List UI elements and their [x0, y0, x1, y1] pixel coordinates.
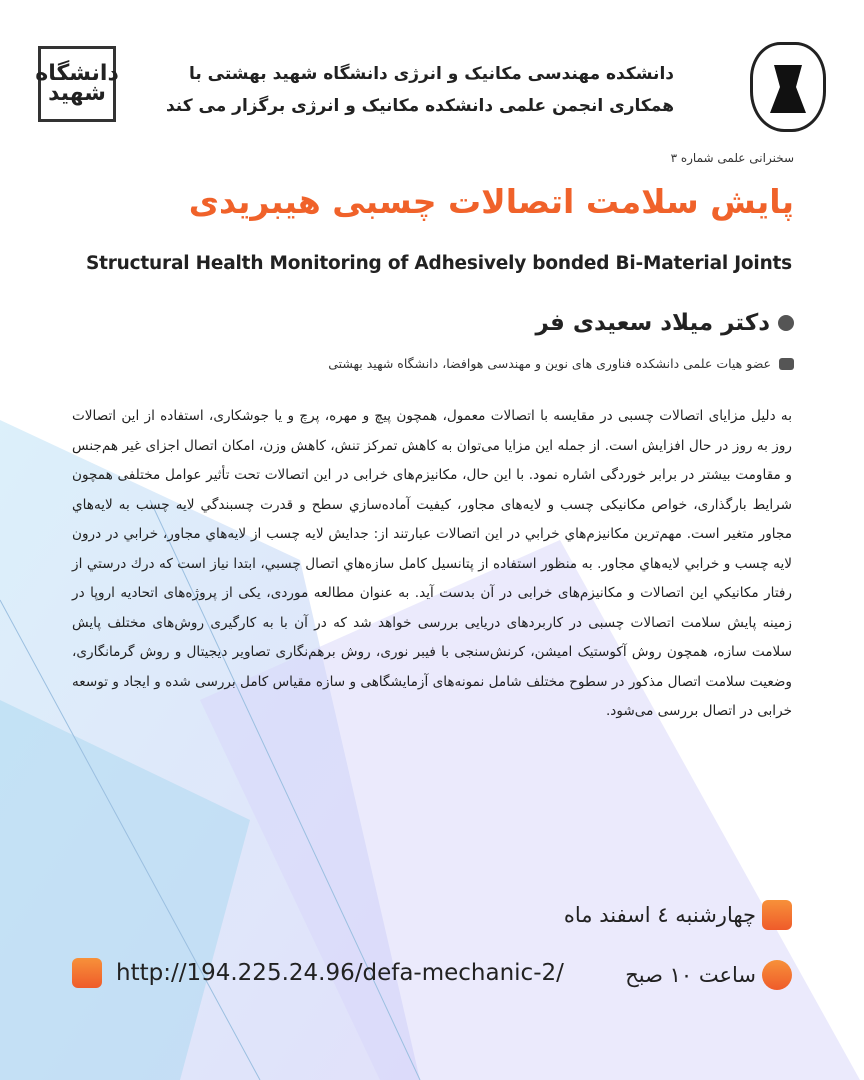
university-logo: ﺩﺍﻧﺸﮕﺎﻩ ﺷﻬﻴﺪ	[38, 46, 116, 122]
event-time	[625, 960, 792, 990]
organizer-line-1: دانشکده مهندسی مکانیک و انرژی دانشگاه شهید بهشتی با	[188, 64, 674, 84]
clock-icon	[762, 960, 792, 990]
user-icon	[778, 315, 794, 331]
organizer-text	[166, 58, 674, 122]
title-persian: پایش سلامت اتصالات چسبی هیبریدی	[188, 182, 794, 221]
affiliation-text: عضو هیات علمی دانشکده فناوری های نوین و مهندسی هوافضا، دانشگاه شهید بهشتی	[328, 356, 771, 371]
calendar-icon	[762, 900, 792, 930]
time-text: ساعت ۱۰ صبح	[625, 963, 756, 987]
series-label: سخنرانی علمی شماره ۳	[670, 151, 794, 165]
graduation-cap-icon	[779, 358, 794, 370]
speaker	[535, 310, 794, 336]
title-english: Structural Health Monitoring of Adhesively bonded Bi-Material Joints	[85, 253, 792, 274]
url-link[interactable]: http://194.225.24.96/defa-mechanic-2/	[116, 960, 564, 986]
speaker-affiliation	[328, 356, 794, 371]
organizer-line-2: همکاری انجمن علمی دانشکده مکانیک و انرژی برگزار می کند	[165, 96, 674, 116]
monitor-icon	[72, 958, 102, 988]
date-text: چهارشنبه ٤ اسفند ماه	[563, 903, 756, 927]
association-logo	[750, 42, 826, 132]
event-link	[72, 958, 564, 988]
speaker-name: دکتر میلاد سعیدی فر	[535, 310, 770, 336]
event-date	[564, 900, 792, 930]
abstract: به دلیل مزایای اتصالات چسبی در مقایسه با اتصالات معمول، همچون پیچ و مهره، پرچ و یا جوشکاری، استفاده از این اتصالات روز به روز در حال افزایش است. از جمله این مزایا می‌توان به کاهش تمرکز تنش، کاهش وزن، امکان اتصال اجزای غیر هم‌جنس و مقاومت بیشتر در برابر خوردگی اشاره نمود. با این حال، مکانیزم‌های خرابی در این اتصالات تحت تأثیر عوامل مختلفی همچون شرایط بارگذاری، خواص مکانیکی چسب و لایه‌های مجاور، کیفیت آماده‌سازي سطح و قدرت چسبندگي لایه چسب به لایه‌هاي مجاور متغیر است. مهم‌ترین مکانیزم‌هاي خرابي در این اتصالات عبارتند از: جدایش لایه چسب از لایه‌هاي مجاور، خرابي در درون لایه چسب و خرابي لایه‌هاي مجاور. به منظور استفاده از پتانسیل کامل سازه‌هاي اتصال چسبي، ابتدا نیاز است که درك درستي از رفتار مکانیکي این اتصالات و مکانیزم‌های خرابی در آن بدست آید. به عنوان مطالعه موردی، یکی از پروژه‌های اتحادیه اروپا در زمینه پایش سلامت اتصالات چسبی در کاربردهای دریایی بررسی خواهد شد که در آن با به کارگیری روش‌های مختلف پایش سلامت سازه، همچون روش آکوستیک امیشن، کرنش‌سنجی با فیبر نوری، روش برهم‌نگاری تصاویر دیجیتال و روش گرمانگاری، وضعیت سلامت اتصال مذکور در سطوح مختلف شامل نمونه‌های آزمایشگاهی و سازه مقیاس کامل بررسی شده و ایجاد و توسعه خرابی در اتصال بررسی می‌شود.	[72, 408, 792, 719]
